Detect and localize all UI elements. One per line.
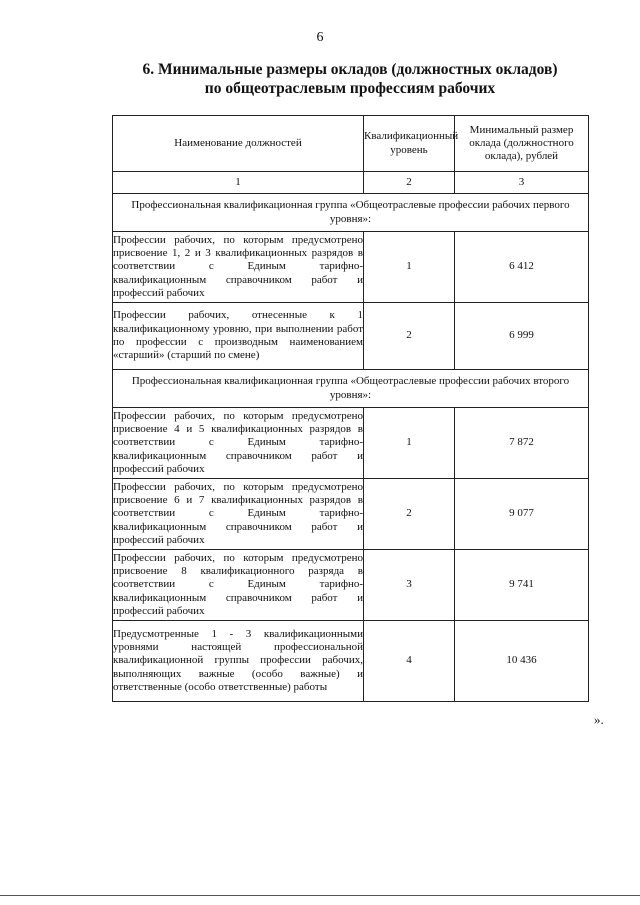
- row-salary: 6 999: [455, 303, 589, 370]
- salary-table: [112, 115, 589, 702]
- table-row: [113, 232, 589, 303]
- page-number: 6: [316, 30, 324, 45]
- row-level: 2: [364, 303, 455, 370]
- table-row: [113, 550, 589, 621]
- table-header-row: [113, 116, 589, 172]
- row-salary: 10 436: [455, 621, 589, 702]
- row-description: Профессии рабочих, по которым предусмотрено присвоение 6 и 7 квалификационных разрядов в соответствии с Единым тарифно-квалификационным справочником работ и профессий рабочих: [113, 479, 364, 550]
- group-title-second-level: Профессиональная квалификационная группа «Общеотраслевые профессии рабочих второго уровня»:: [113, 370, 589, 408]
- row-salary: 9 741: [455, 550, 589, 621]
- row-description: Профессии рабочих, отнесенные к 1 квалификационному уровню, при выполнении работ по профессии с производным наименованием «старший» (старший по смене): [113, 303, 364, 370]
- table-row: [113, 408, 589, 479]
- row-level: 1: [364, 232, 455, 303]
- row-level: 2: [364, 479, 455, 550]
- table-row: [113, 621, 589, 702]
- row-description: Профессии рабочих, по которым предусмотрено присвоение 4 и 5 квалификационных разрядов в соответствии с Единым тарифно-квалификационным справочником работ и профессий рабочих: [113, 408, 364, 479]
- row-level: 1: [364, 408, 455, 479]
- group-header-row: [113, 194, 589, 232]
- row-level: 4: [364, 621, 455, 702]
- row-description: Предусмотренные 1 - 3 квалификационными уровнями настоящей профессиональной квалификационной группы профессии рабочих, выполняющих важные (особо важные) и ответственные (особо ответственные) работы: [113, 621, 364, 702]
- column-number-2: 2: [364, 172, 455, 194]
- closing-quote: ».: [594, 712, 604, 727]
- table-row: [113, 303, 589, 370]
- group-header-row: [113, 370, 589, 408]
- column-number-row: [113, 172, 589, 194]
- row-description: Профессии рабочих, по которым предусмотрено присвоение 8 квалификационного разряда в соответствии с Единым тарифно-квалификационным справочником работ и профессий рабочих: [113, 550, 364, 621]
- row-description: Профессии рабочих, по которым предусмотрено присвоение 1, 2 и 3 квалификационных разрядов в соответствии с Единым тарифно-квалификационным справочником работ и профессий рабочих: [113, 232, 364, 303]
- column-number-1: 1: [113, 172, 364, 194]
- document-title-line-2: по общеотраслевым профессиям рабочих: [204, 80, 496, 97]
- row-level: 3: [364, 550, 455, 621]
- header-qualification-level: Квалификационный уровень: [364, 116, 455, 172]
- row-salary: 6 412: [455, 232, 589, 303]
- row-salary: 7 872: [455, 408, 589, 479]
- header-minimum-salary: Минимальный размер оклада (должностного оклада), рублей: [455, 116, 589, 172]
- page-bottom-rule: [0, 895, 640, 896]
- document-title-line-1: 6. Минимальные размеры окладов (должностных окладов): [142, 61, 558, 78]
- header-position-name: Наименование должностей: [113, 116, 364, 172]
- column-number-3: 3: [455, 172, 589, 194]
- group-title-first-level: Профессиональная квалификационная группа «Общеотраслевые профессии рабочих первого уровня»:: [113, 194, 589, 232]
- row-salary: 9 077: [455, 479, 589, 550]
- table-row: [113, 479, 589, 550]
- document-title: [100, 60, 600, 98]
